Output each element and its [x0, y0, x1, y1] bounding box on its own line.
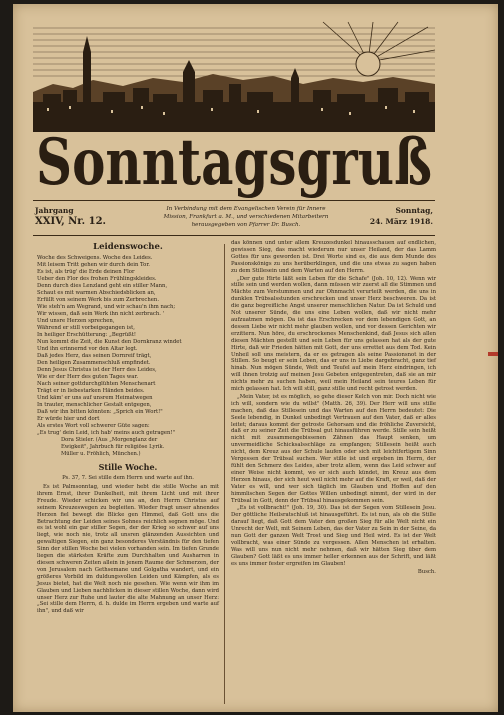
poem-line: Schaut es mit warmen Abschiedsblicken an, [37, 290, 156, 296]
right-column [231, 240, 436, 577]
masthead-title: Sonntagsgruß [36, 125, 432, 200]
newspaper-page [13, 4, 498, 712]
left-column [37, 240, 219, 616]
poem-body [37, 255, 219, 437]
poem-line: Nun kommt die Zeit, die Kunst den Dornkranz windet [37, 339, 182, 345]
poem-line: Wie er der Herr des guten Tages war. [37, 374, 139, 380]
poem-line: Und ihn erinnernd vor den Altar legt. [37, 346, 138, 352]
article-paragraph: das können und unter allem Kreuzesdunkel hinausschauen auf endlichen, gewissen Sieg, das macht wiederum nur unser Heiland, der das Lamm Gottes für uns geworden ist. Drei Worte sind es, die aus dem Munde des Passionskönigs zu uns herüberklingen, und die uns etwas zu sagen haben zu dem Stillesein und dem Warten auf den Herrn. [231, 240, 436, 274]
article-title: Stille Woche. [98, 462, 158, 472]
issue-volume: Jahrgang XXIV, Nr. 12. [35, 206, 107, 227]
poem-line: Wir wissen, daß sein Werk ihn nicht zerbrach. ' [37, 311, 165, 317]
poem-line: Daß jedes Herz, das seinen Dornreif trägt, [37, 353, 152, 359]
poem-line: Daß wir ihn bitten könnten: „Sprich ein Wort!" [37, 409, 163, 415]
poem-line: Nach seiner gottdurchglühten Menschenart [37, 381, 156, 387]
poem-line: Denn durch dies Lenzland geht ein stiller Mann, [37, 283, 168, 289]
poem-line: Mit leisem Tritt gehen wir durch dein Tor. [37, 262, 150, 268]
author-signature: Busch. [417, 568, 436, 575]
poem-line: „Es trug' dein Leid, ich hab' meins auch getragen!" [37, 430, 176, 436]
article-paragraph: Es ist Palmsonntag, und wieder hebt die stille Woche an mit ihrem Ernst, ihrer Dunkelheit, mit ihrem Licht und mit ihrer Freude. Wieder schicken wir uns an, den Herrn Christus auf seinem Kreuzeswegen zu begleiten. Wieder fragt unser ahnendes Herzen fiel bewegt die Blicke gen Himmel, daß Gott uns die Betrachtung der Leiden seines Sohnes reichlich segnen möge. Und es ist wohl ein gar stiller Segen, der der Krieg so schwer auf uns liegt, wie noch nie, trotz all unsren glänzenden Aussichten und gewaltigen Siegen, ein ganz besonderes Verständnis für den tiefen Sinn der stillen Woche bei vielen vorhanden sein. Im tiefen Grunde liegen die stärksten Kräfte zum Durchhalten und Ausharren in diesen schweren Zeiten allein in jenem Raume der Schmerzen, der von Jerusalem nach Gethsemane und Golgatha wandert, und ein größeres Vorbild im duldungsvollen Leiden und Kämpfen, als es Jesus bietet, hat die Welt noch nie gesehen. Wie wenn wir ihm im Glauben und Lieben nachblicken in dieser stillen Woche, dann wird unser Herz zur Ruhe und lauter die alte Mahnung an unser Herz: „Sei stille dem Herrn, d. h. dulde im Herrn ergeben und warte auf ihn", und daß wir [37, 484, 219, 615]
poem-line: Wie steh'n am Wegrand, und wir schau'n ihm nach; [37, 304, 176, 310]
poem-line: Und käm' er uns auf unsrem Heimatwegen [37, 395, 153, 401]
publisher-info: In Verbindung mit dem Evangelischen Verein für Innere Mission, Frankfurt a. M., und verschiedenen Mitarbeitern herausgegeben von Pfarrer Dr. Busch. [163, 206, 329, 228]
poem-line: Den heiligen Zusammenschluß empfindet. [37, 360, 151, 366]
column-divider [224, 244, 225, 704]
bible-verse: Ps. 37, 7. Sei stille dem Herrn und warte auf ihn. [62, 475, 194, 481]
poem-line: Erfüllt von seinem Werk bis zum Zerbrechen. [37, 297, 160, 303]
poem-line: In heiliger Erschütterung: „Begrüßt! [37, 332, 136, 338]
issue-date: Sonntag, 24. März 1918. [369, 206, 433, 226]
poem-line: Und unsre Herzen sprechen, [37, 318, 115, 324]
poem-line: In trauter, menschlicher Gestalt entgegen, [37, 402, 152, 408]
masthead-illustration [33, 22, 435, 200]
article-paragraph: „Mein Vater, ist es möglich, so gehe dieser Kelch von mir. Doch nicht wie ich will, sondern wie du willst" (Matth. 26, 39). Der Herr will uns stille machen, daß das Stillesein und das Warten auf den Herrn bedeutet: Die Seele lebendig, in Dunkel unbedingt Vertrauen auf den Vater, daß er alles leitet; daraus kommt der getroste Gehorsam und die fröhliche Zuversicht, daß er zu seiner Zeit die Trübsal gut hinausführen werde. Stille sein heißt nicht mit zusammengebissenen Zähnen das Haupt senken, um unvermeidliche Schicksalsschläge zu empfangen; Stillesein heißt auch nicht, dem Kreuz aus der Schule laufen oder sich mit leichtfertigem Sinn Vergessen der Trübsal suchen. Wer stille ist und ergeben im Herrn, der fühlt den Schmerz des Leides, aber trotz allem, wenn das Leid schwer auf einer Weise nicht kommt, wo er sich auch kündet, im Kreuz aus dem Herzen hinaus, der sich heut weil nicht mehr auf die Kraft, er weil, daß der Vater es will, und wer sich täglich im Glauben und Hoffen auf den himmlischen Segen der Gottes Willen unbedingt nimmt, der wird in der Trübsal in Gott, denn der Trübsal hinausgekommen sein. [231, 393, 436, 504]
poem-line: Trägt er in liebestarken Händen beides. [37, 388, 145, 394]
poem-line: Ueber den Flor des frohen Frühlingskleides. [37, 276, 157, 282]
poem-line: Während er still vorbeigegangen ist, [37, 325, 135, 331]
poem-title: Leidenswoche. [93, 242, 163, 252]
poem-line: Als erstes Wort voll schwerer Güte sagen: [37, 423, 150, 429]
article-paragraph: „Der gute Hirte läßt sein Leben für die Schafe" (Joh. 10, 12). Wenn wir stille sein und werden wollen, dann müssen wir zuerst all die Stimmen und Mächte zum Verstummen und zur Ohnmacht verurteilt werden, die uns in dunklen Trübsalsstunden erschrecken und unser Herz beschweren. Da ist die ganz begreifliche Angst unserer menschlichen Natur. Da ist Schuld und Not unserer Sünde, die uns eine Leben wollen, daß wir nicht mehr aufzuatmen mögen. Da ist das Erschrecken vor dem lebendigen Gott, an dessen Liebe wir nicht mehr glauben wollen, und vor dessen Gerichten wir erzittern. Nun höre, du erschrockenes Menschenkind, daß Jesus sich allen diesen Mächten gestellt und sein Leben für uns gelassen hat als der gute Hirte, daß wir Frieden hätten mit Gott, der uns errettet aus dem Tod. Kein Unheil soll uns meistern, da er es getragen als seine Passionsnot in der Stillen. So beugt er sein Leben, das er uns in Liebe dargebracht, ganz tief hinab. Nun mögen Sünde, Welt und Teufel auf mein Herz eindringen, ich will ihnen trotzig auf meinen Jesu Gebeten entgegentreten, daß sie an mir nichts mehr zu suchen haben, weil mein Heiland sein teures Leben für mich gelassen hat. Ich will still, ganz stille und recht getrost werden. [231, 275, 436, 393]
bookmark-tab [488, 352, 498, 356]
poem-line: Es ist, als trüg' die Erde deinen Flor [37, 269, 135, 275]
issue-info-bar [33, 200, 435, 236]
poem-line: Denn Jesus Christus ist der Herr des Leides, [37, 367, 157, 373]
poem-line: Woche des Schweigens. Woche des Leides. [37, 255, 153, 261]
poem-source: Dora Stieler. (Aus „Morgenglanz der Ewigkeit", Jahrbuch für religiöse Lyrik. Müller u. Fröhlich, München.) [61, 437, 165, 457]
article-paragraph: „Es ist vollbracht!" (Joh. 19, 30). Das ist der Segen vom Stillesein Jesu. Der göttliche Heilsratschluß ist hinausgeführt. Es ist nun, als ob die Stille darauf liegt, daß Gott dem Vater den großen Sieg für alle Welt nicht ein Unrecht der Welt, mit Seinem Leben, das der Vater zu Sein in der Seine, da nun Gott der ganzen Welt Trost und Sieg und Heil wird. Es ist der Welt vollbracht, was einer Sünde zu vergessen. Allen Menschen ist erhalten. Was will uns nun nicht mehr nehmen, daß wir hätten Sieg über dem Glauben? Gott läßt es uns immer heller erkennen aus der Schrift, und läßt es uns immer fester ergreifen im Glauben! [231, 505, 436, 567]
poem-line: Er würde hier und dort [37, 416, 100, 422]
